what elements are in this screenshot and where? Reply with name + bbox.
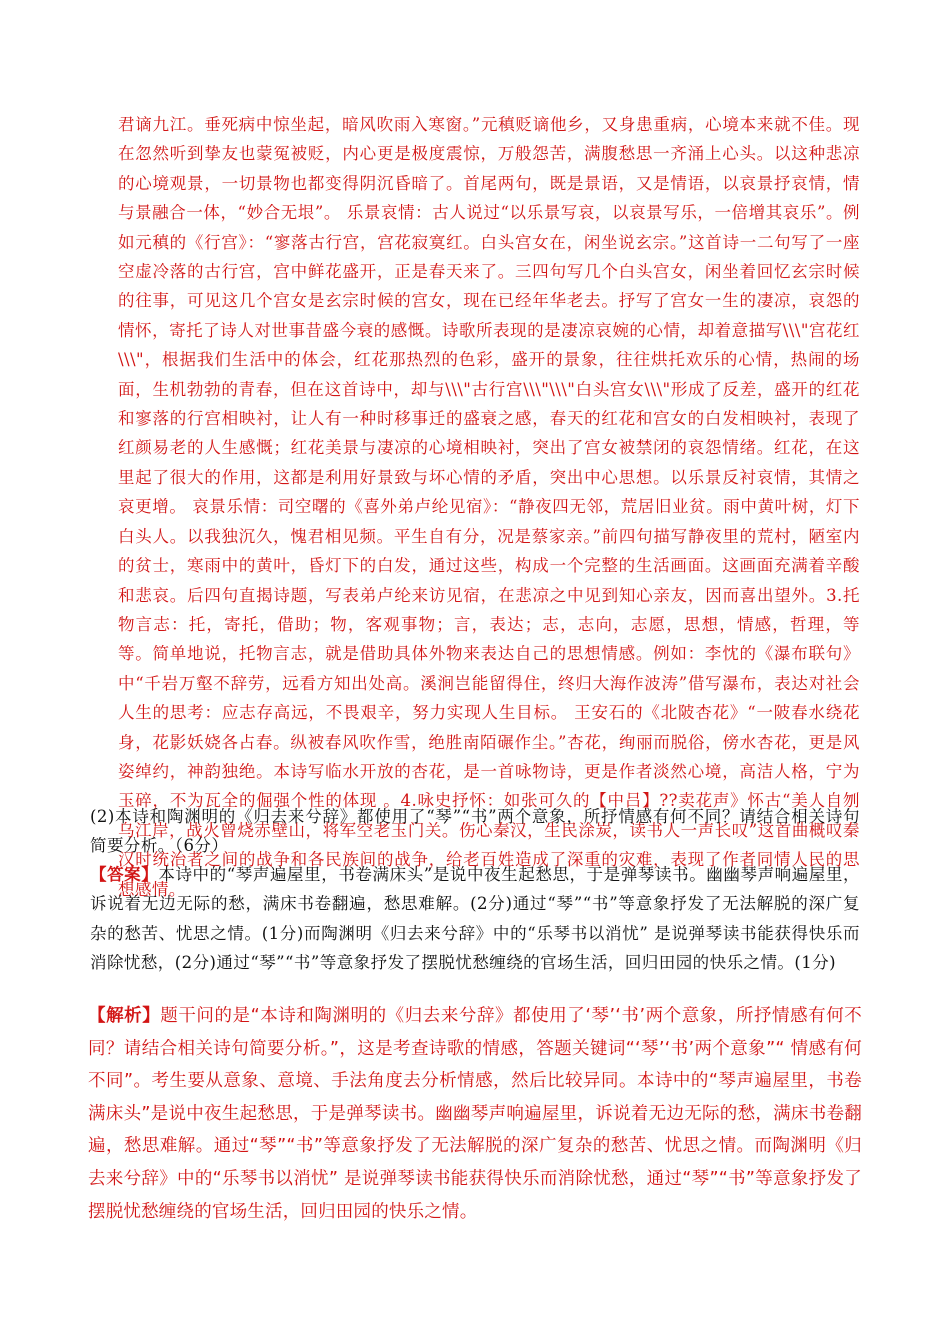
- question-paragraph: (2)本诗和陶渊明的《归去来兮辞》都使用了“琴”“书”两个意象，所抒情感有何不同？请结合相关诗句简要分析。（6分）: [90, 807, 860, 856]
- analysis-text: 题干问的是“本诗和陶渊明的《归去来兮辞》都使用了‘琴’‘书’两个意象，所抒情感有何不同？请结合相关诗句简要分析。”，这是考查诗歌的情感，答题关键词“‘琴’‘书’两个意象”“ 情感有何不同”。考生要从意象、意境、手法角度去分析情感，然后比较异同。本诗中的“琴声遍屋里，书卷满床头”是说中夜生起愁思，于是弹琴读书。幽幽琴声响遍屋里，诉说着无边无际的愁，满床书卷翻遍，愁思难解。通过“琴”“书”等意象抒发了无法解脱的深广复杂的愁苦、忧思之情。而陶渊明《归去来兮辞》中的“乐琴书以消忧” 是说弹琴读书能获得快乐而消除忧愁，通过“琴”“书”等意象抒发了摆脱忧愁缠绕的官场生活，回归田园的快乐之情。: [88, 1006, 862, 1222]
- answer-text: 本诗中的“琴声遍屋里，书卷满床头”是说中夜生起愁思，于是弹琴读书。幽幽琴声响遍屋里，诉说着无边无际的愁，满床书卷翻遍，愁思难解。(2分)通过“琴”“书”等意象抒发了无法解脱的深广复杂的愁苦、忧思之情。(1分)而陶渊明《归去来兮辞》中的“乐琴书以消忧” 是说弹琴读书能获得快乐而消除忧愁，(2分)通过“琴”“书”等意象抒发了摆脱忧愁缠绕的官场生活，回归田园的快乐之情。(1分): [90, 865, 860, 973]
- answer-tag: 【答案】: [90, 865, 159, 884]
- analysis-tag: 【解析】: [88, 1006, 161, 1026]
- answer-paragraph: [90, 860, 860, 978]
- analysis-continued-paragraph: 君谪九江。垂死病中惊坐起，暗风吹雨入寒窗。”元稹贬谪他乡，又身患重病，心境本来就不佳。现在忽然听到挚友也蒙冤被贬，内心更是极度震惊，万般怨苦，满腹愁思一齐涌上心头。以这种悲凉的心境观景，一切景物也都变得阴沉昏暗了。首尾两句，既是景语，又是情语，以哀景抒哀情，情与景融合一体，“妙合无垠”。 乐景哀情：古人说过“以乐景写哀，以哀景写乐，一倍增其哀乐”。例如元稹的《行宫》：“寥落古行宫，宫花寂寞红。白头宫女在，闲坐说玄宗。”这首诗一二句写了一座空虚冷落的古行宫，宫中鲜花盛开，正是春天来了。三四句写几个白头宫女，闲坐着回忆玄宗时候的往事，可见这几个宫女是玄宗时候的宫女，现在已经年华老去。抒写了宫女一生的凄凉，哀怨的情怀，寄托了诗人对世事昔盛今衰的感慨。诗歌所表现的是凄凉哀婉的心情，却着意描写\\\"宫花红\\\"，根据我们生活中的体会，红花那热烈的色彩，盛开的景象，往往烘托欢乐的心情，热闹的场面，生机勃勃的青春，但在这首诗中，却与\\\"古行宫\\\"\\\"白头宫女\\\"形成了反差，盛开的红花和寥落的行宫相映衬，让人有一种时移事迁的盛衰之感，春天的红花和宫女的白发相映衬，表现了红颜易老的人生感慨；红花美景与凄凉的心境相映衬，突出了宫女被禁闭的哀怨情绪。红花，在这里起了很大的作用，这都是利用好景致与坏心情的矛盾，突出中心思想。以乐景反衬哀情，其情之哀更增。 哀景乐情：司空曙的《喜外弟卢纶见宿》：“静夜四无邻，荒居旧业贫。雨中黄叶树，灯下白头人。以我独沉久，愧君相见频。平生自有分，况是蔡家亲。”前四句描写静夜里的荒村，陋室内的贫士，寒雨中的黄叶，昏灯下的白发，通过这些，构成一个完整的生活画面。这画面充满着辛酸和悲哀。后四句直揭诗题，写表弟卢纶来访见宿，在悲凉之中见到知心亲友，因而喜出望外。3.托物言志：托，寄托，借助；物，客观事物；言，表达；志，志向，志愿，思想，情感，哲理，等等。简单地说，托物言志，就是借助具体外物来表达自己的思想情感。例如：李忱的《瀑布联句》中“千岩万壑不辞劳，远看方知出处高。溪涧岂能留得住，终归大海作波涛”借写瀑布，表达对社会人生的思考：应志存高远，不畏艰辛，努力实现人生目标。 王安石的《北陂杏花》“一陂春水绕花身，花影妖娆各占春。纵被春风吹作雪，绝胜南陌碾作尘。”杏花，绚丽而脱俗，傍水杏花，更是风姿绰约，神韵独绝。本诗写临水开放的杏花，是一首咏物诗，更是作者淡然心境，高洁人格，宁为玉碎，不为瓦全的倔强个性的体现 。4.咏史抒怀：如张可久的【中吕】??卖花声》怀古“美人自刎乌江岸，战火曾烧赤壁山，将军空老玉门关。伤心秦汉，生民涂炭，读书人一声长叹”这首曲概叹秦汉时统治者之间的战争和各民族间的战争，给老百姓造成了深重的灾难，表现了作者同情人民的思想感情。: [118, 115, 860, 899]
- analysis-paragraph: [88, 1000, 862, 1228]
